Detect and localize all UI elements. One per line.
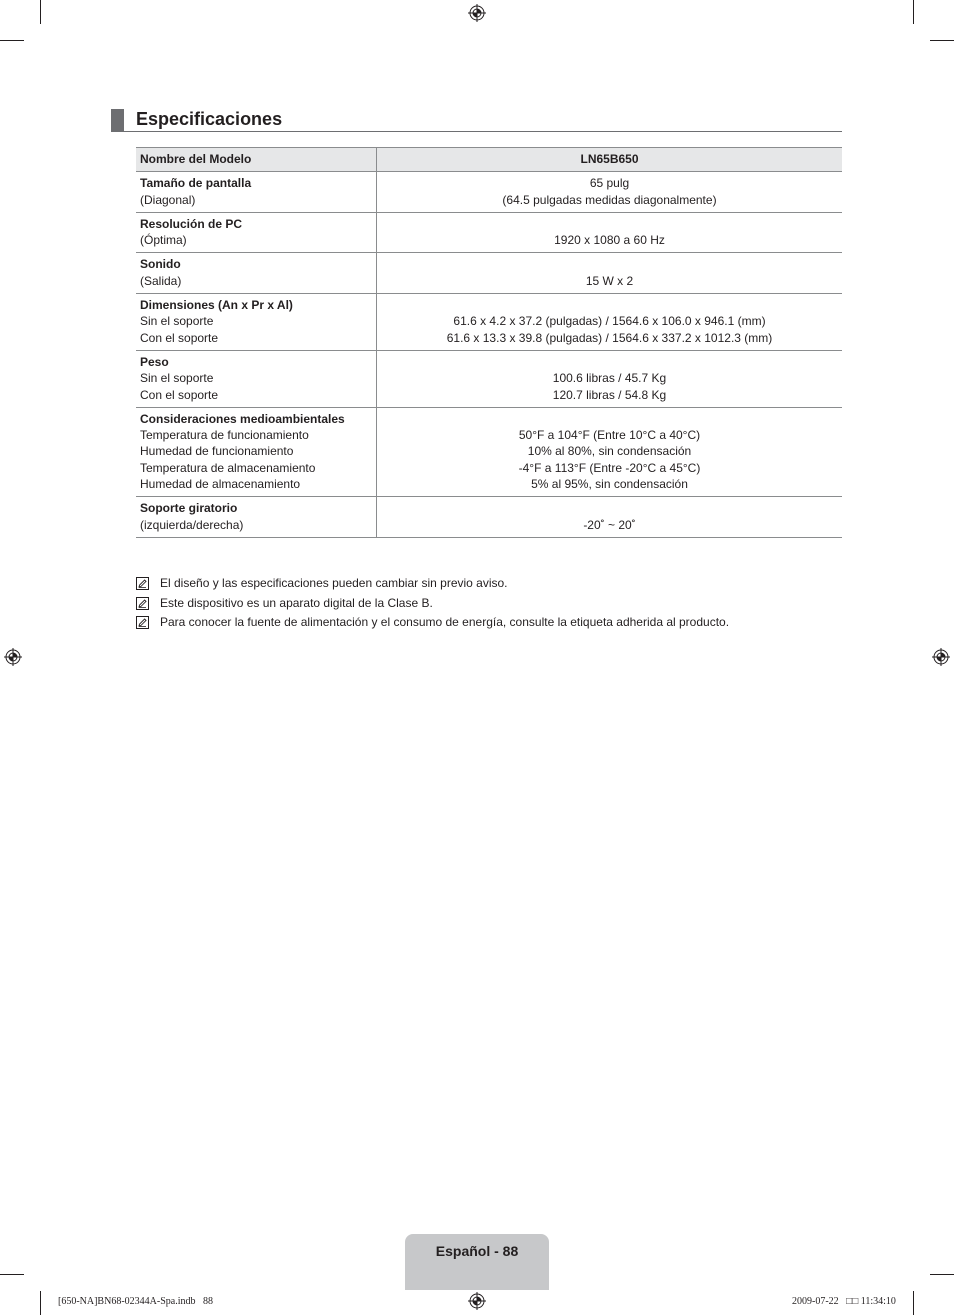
registration-mark-icon xyxy=(468,4,486,22)
table-row xyxy=(136,253,842,294)
page-number: Español - 88 xyxy=(435,1243,519,1259)
header-label: Nombre del Modelo xyxy=(140,152,252,166)
row-value-line: -20˚ ~ 20˚ xyxy=(583,517,636,532)
crop-mark xyxy=(0,1274,24,1275)
section-rule xyxy=(111,131,842,132)
page-number-tab xyxy=(405,1234,549,1290)
row-label-line: Temperatura de almacenamiento xyxy=(140,460,316,475)
row-value-line: 15 W x 2 xyxy=(585,273,634,288)
section-header xyxy=(111,108,842,133)
header-label-cell xyxy=(136,148,377,172)
row-label-title: Peso xyxy=(140,354,169,369)
model-name: LN65B650 xyxy=(580,152,639,166)
note-item xyxy=(136,575,842,595)
row-label-line: (Salida) xyxy=(140,273,182,288)
row-value-cell xyxy=(377,212,843,253)
row-label-title: Soporte giratorio xyxy=(140,501,238,516)
crop-mark xyxy=(40,0,41,24)
table-row xyxy=(136,497,842,538)
row-label-title: Resolución de PC xyxy=(140,216,243,231)
row-label-cell xyxy=(136,294,377,351)
row-value-line: 5% al 95%, sin condensación xyxy=(531,477,688,492)
row-label-line: (Diagonal) xyxy=(140,192,196,207)
row-value-line xyxy=(381,500,838,516)
row-label-line: Humedad de funcionamiento xyxy=(140,444,294,459)
row-value-line: 10% al 80%, sin condensación xyxy=(527,444,692,459)
page-title: Especificaciones xyxy=(136,109,283,129)
print-timestamp: 2009-07-22 □□ 11:34:10 xyxy=(792,1296,896,1307)
print-file-info: [650-NA]BN68-02344A-Spa.indb 88 xyxy=(58,1296,213,1307)
registration-mark-icon xyxy=(932,648,950,666)
row-value-cell xyxy=(377,407,843,496)
row-label-cell xyxy=(136,407,377,496)
row-value-line: 50°F a 104°F (Entre 10°C a 40°C) xyxy=(518,428,701,443)
row-label-cell xyxy=(136,497,377,538)
row-value-cell xyxy=(377,497,843,538)
crop-mark xyxy=(930,1274,954,1275)
header-value-cell xyxy=(377,148,843,172)
table-row xyxy=(136,407,842,496)
row-label-line: Sin el soporte xyxy=(140,314,214,329)
row-label-title: Dimensiones (An x Pr x Al) xyxy=(140,298,293,313)
row-value-line: 65 pulg xyxy=(589,176,630,191)
row-value-line: 61.6 x 4.2 x 37.2 (pulgadas) / 1564.6 x 106.0 x 946.1 (mm) xyxy=(453,314,766,329)
note-text: Para conocer la fuente de alimentación y el consumo de energía, consulte la etiqueta adherida al producto. xyxy=(160,615,730,629)
row-value-line xyxy=(381,354,838,370)
crop-mark xyxy=(930,40,954,41)
note-pencil-icon xyxy=(136,577,149,590)
table-row xyxy=(136,350,842,407)
row-value-line: 120.7 libras / 54.8 Kg xyxy=(552,387,667,402)
row-label-cell xyxy=(136,253,377,294)
spec-table xyxy=(136,147,842,538)
row-label-line: Sin el soporte xyxy=(140,371,214,386)
registration-mark-icon xyxy=(4,648,22,666)
row-label-title: Sonido xyxy=(140,257,181,272)
row-label-line: Con el soporte xyxy=(140,330,219,345)
row-value-line xyxy=(381,216,838,232)
row-label-title: Tamaño de pantalla xyxy=(140,176,252,191)
row-label-line: Con el soporte xyxy=(140,387,219,402)
row-value-line: 100.6 libras / 45.7 Kg xyxy=(552,371,667,386)
row-value-cell xyxy=(377,350,843,407)
row-value-cell xyxy=(377,253,843,294)
crop-mark xyxy=(0,40,24,41)
row-label-cell xyxy=(136,350,377,407)
row-value-line xyxy=(381,256,838,272)
registration-mark-icon xyxy=(468,1292,486,1310)
row-value-line xyxy=(381,297,838,313)
table-row xyxy=(136,172,842,213)
row-label-line: Temperatura de funcionamiento xyxy=(140,428,309,443)
row-value-line: 1920 x 1080 a 60 Hz xyxy=(554,233,665,248)
note-item xyxy=(136,595,842,615)
crop-mark xyxy=(40,1291,41,1315)
row-label-cell xyxy=(136,172,377,213)
note-text: Este dispositivo es un aparato digital de la Clase B. xyxy=(160,595,433,610)
row-label-line: Humedad de almacenamiento xyxy=(140,477,301,492)
row-label-title: Consideraciones medioambientales xyxy=(140,411,345,426)
row-value-line: -4°F a 113°F (Entre -20°C a 45°C) xyxy=(518,460,701,475)
notes-list xyxy=(136,575,842,634)
row-label-line: (izquierda/derecha) xyxy=(140,517,244,532)
table-header-row xyxy=(136,148,842,172)
note-text: El diseño y las especificaciones pueden cambiar sin previo aviso. xyxy=(160,576,508,590)
row-value-cell xyxy=(377,294,843,351)
note-item xyxy=(136,614,842,634)
crop-mark xyxy=(913,1291,914,1315)
row-value-line: 61.6 x 13.3 x 39.8 (pulgadas) / 1564.6 x 337.2 x 1012.3 (mm) xyxy=(446,330,773,345)
row-label-cell xyxy=(136,212,377,253)
row-value-line xyxy=(381,411,838,427)
row-label-line: (Óptima) xyxy=(140,233,187,248)
section-bar xyxy=(111,109,124,131)
crop-mark xyxy=(913,0,914,24)
row-value-line: (64.5 pulgadas medidas diagonalmente) xyxy=(502,192,717,207)
table-row xyxy=(136,212,842,253)
note-pencil-icon xyxy=(136,616,149,629)
note-pencil-icon xyxy=(136,597,149,610)
table-row xyxy=(136,294,842,351)
row-value-cell xyxy=(377,172,843,213)
